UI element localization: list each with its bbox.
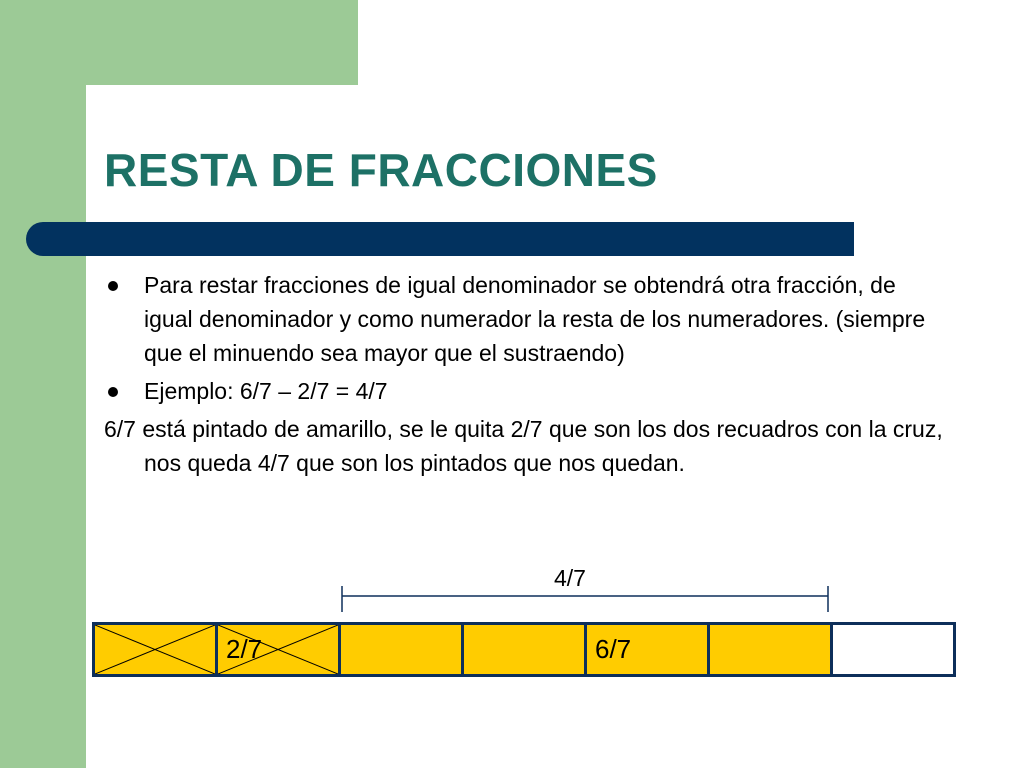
fraction-strip [92,622,956,677]
fraction-cell [94,624,217,676]
fraction-cell [217,624,340,676]
fraction-cell [340,624,463,676]
fraction-cell [832,624,955,676]
fraction-strip-row [94,624,955,676]
bullet-text: Ejemplo: 6/7 – 2/7 = 4/7 [144,378,388,404]
bracket-label: 4/7 [554,565,586,591]
explanation-paragraph: 6/7 está pintado de amarillo, se le quita 2/7 que son los dos recuadros con la cruz, nos queda 4/7 que son los pintados que nos quedan. [104,416,943,476]
fraction-cell [586,624,709,676]
fraction-cell-label: 2/7 [226,634,263,664]
bullet-text: Para restar fracciones de igual denominador se obtendrá otra fracción, de igual denominador y como numerador la resta de los numeradores. (siempre que el minuendo sea mayor que el sustraendo) [144,272,926,366]
fraction-cell [463,624,586,676]
fraction-cell-label: 6/7 [595,634,632,664]
fraction-cell [709,624,832,676]
slide-title: RESTA DE FRACCIONES [104,144,658,196]
cross-icon [95,625,215,674]
